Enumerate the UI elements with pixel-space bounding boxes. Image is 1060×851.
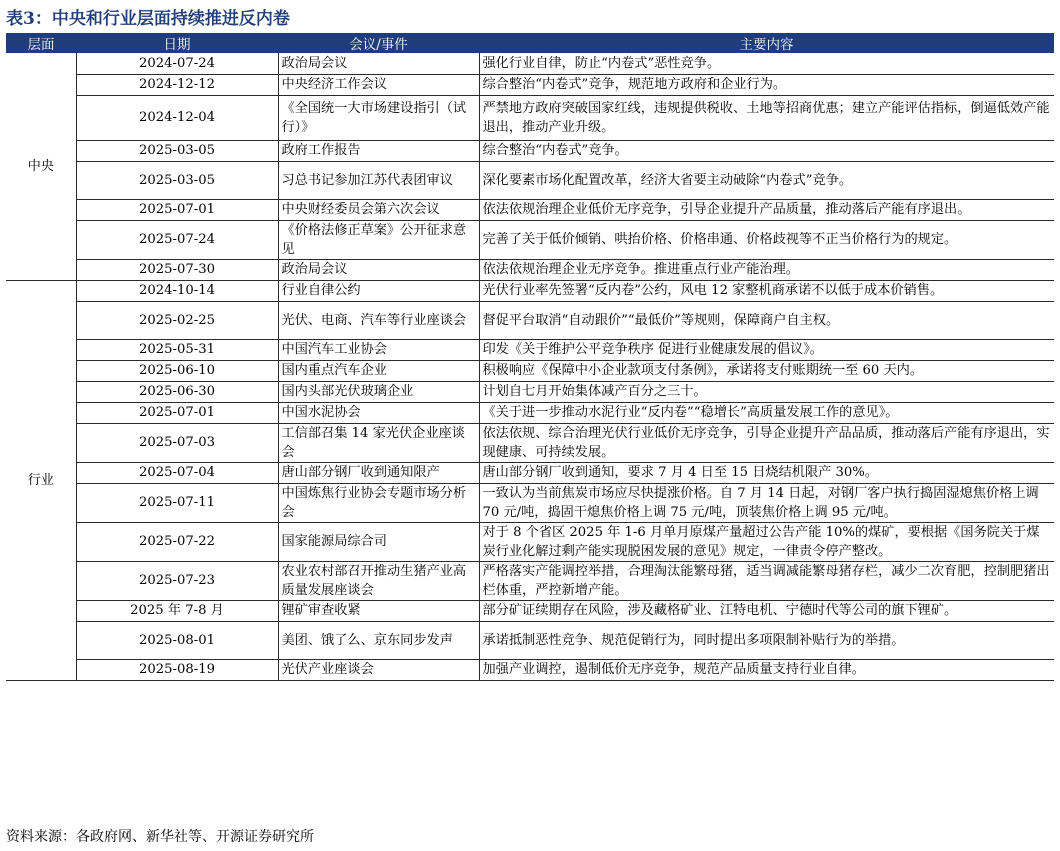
table-row <box>6 360 1054 381</box>
content-cell: 计划自七月开始集体减产百分之三十。 <box>479 381 1054 402</box>
table-row <box>6 95 1054 140</box>
table-title: 表3：中央和行业层面持续推进反内卷 <box>6 9 290 29</box>
table-row <box>6 74 1054 95</box>
event-cell: 《全国统一大市场建设指引（试行）》 <box>278 95 479 140</box>
source-note: 资料来源：各政府网、新华社等、开源证券研究所 <box>6 829 314 845</box>
content-cell: 强化行业自律，防止“内卷式”恶性竞争。 <box>479 53 1054 74</box>
table-row <box>6 339 1054 360</box>
content-cell: 印发《关于维护公平竞争秩序 促进行业健康发展的倡议》。 <box>479 339 1054 360</box>
event-cell: 政治局会议 <box>278 53 479 74</box>
date-cell: 2025-07-04 <box>76 462 278 483</box>
date-cell: 2025-07-30 <box>76 259 278 280</box>
date-cell: 2025 年 7-8 月 <box>76 600 278 621</box>
content-cell: 一致认为当前焦炭市场应尽快提涨价格。自 7 月 14 日起，对钢厂客户执行捣固湿熄焦价格上调 70 元/吨，捣固干熄焦价格上调 75 元/吨，顶装焦价格上调 95 元/吨。 <box>479 483 1054 522</box>
date-cell: 2025-07-23 <box>76 561 278 600</box>
event-cell: 美团、饿了么、京东同步发声 <box>278 621 479 659</box>
event-cell: 国内头部光伏玻璃企业 <box>278 381 479 402</box>
event-cell: 光伏产业座谈会 <box>278 659 479 680</box>
table-row <box>6 161 1054 199</box>
table-row <box>6 621 1054 659</box>
date-cell: 2025-07-24 <box>76 220 278 259</box>
date-cell: 2025-07-22 <box>76 522 278 561</box>
table-header-row <box>6 33 1054 53</box>
table-row <box>6 659 1054 680</box>
content-cell: 对于 8 个省区 2025 年 1-6 月单月原煤产量超过公告产能 10%的煤矿，要根据《国务院关于煤炭行业化解过剩产能实现脱困发展的意见》规定，一律责令停产整改。 <box>479 522 1054 561</box>
policy-table <box>6 33 1054 681</box>
table-row <box>6 280 1054 301</box>
content-cell: 依法依规治理企业无序竞争。推进重点行业产能治理。 <box>479 259 1054 280</box>
header-content: 主要内容 <box>479 33 1054 53</box>
content-cell: 部分矿证续期存在风险，涉及藏格矿业、江特电机、宁德时代等公司的旗下锂矿。 <box>479 600 1054 621</box>
content-cell: 深化要素市场化配置改革，经济大省要主动破除“内卷式”竞争。 <box>479 161 1054 199</box>
content-cell: 积极响应《保障中小企业款项支付条例》，承诺将支付账期统一至 60 天内。 <box>479 360 1054 381</box>
content-cell: 光伏行业率先签署“反内卷”公约，风电 12 家整机商承诺不以低于成本价销售。 <box>479 280 1054 301</box>
date-cell: 2025-06-10 <box>76 360 278 381</box>
event-cell: 政府工作报告 <box>278 140 479 161</box>
event-cell: 行业自律公约 <box>278 280 479 301</box>
date-cell: 2025-03-05 <box>76 140 278 161</box>
table-row <box>6 483 1054 522</box>
event-cell: 农业农村部召开推动生猪产业高质量发展座谈会 <box>278 561 479 600</box>
date-cell: 2025-06-30 <box>76 381 278 402</box>
event-cell: 中央经济工作会议 <box>278 74 479 95</box>
table-row <box>6 301 1054 339</box>
event-cell: 国家能源局综合司 <box>278 522 479 561</box>
header-level: 层面 <box>6 33 76 53</box>
event-cell: 《价格法修正草案》公开征求意见 <box>278 220 479 259</box>
event-cell: 工信部召集 14 家光伏企业座谈会 <box>278 423 479 462</box>
content-cell: 承诺抵制恶性竞争、规范促销行为，同时提出多项限制补贴行为的举措。 <box>479 621 1054 659</box>
date-cell: 2025-03-05 <box>76 161 278 199</box>
header-date: 日期 <box>76 33 278 53</box>
level-cell: 中央 <box>6 53 76 280</box>
content-cell: 综合整治“内卷式”竞争，规范地方政府和企业行为。 <box>479 74 1054 95</box>
event-cell: 习总书记参加江苏代表团审议 <box>278 161 479 199</box>
event-cell: 政治局会议 <box>278 259 479 280</box>
date-cell: 2025-08-01 <box>76 621 278 659</box>
table-row <box>6 402 1054 423</box>
date-cell: 2025-07-01 <box>76 199 278 220</box>
content-cell: 严格落实产能调控举措，合理淘汰能繁母猪，适当调减能繁母猪存栏，减少二次育肥，控制肥猪出栏体重，严控新增产能。 <box>479 561 1054 600</box>
table-body <box>6 53 1054 680</box>
event-cell: 中国水泥协会 <box>278 402 479 423</box>
event-cell: 国内重点汽车企业 <box>278 360 479 381</box>
content-cell: 依法依规治理企业低价无序竞争，引导企业提升产品质量，推动落后产能有序退出。 <box>479 199 1054 220</box>
table-row <box>6 423 1054 462</box>
event-cell: 中国炼焦行业协会专题市场分析会 <box>278 483 479 522</box>
date-cell: 2024-12-12 <box>76 74 278 95</box>
date-cell: 2025-07-03 <box>76 423 278 462</box>
event-cell: 中央财经委员会第六次会议 <box>278 199 479 220</box>
content-cell: 依法依规、综合治理光伏行业低价无序竞争，引导企业提升产品品质，推动落后产能有序退出，实现健康、可持续发展。 <box>479 423 1054 462</box>
header-event: 会议/事件 <box>278 33 479 53</box>
content-cell: 督促平台取消“自动跟价”“最低价”等规则，保障商户自主权。 <box>479 301 1054 339</box>
date-cell: 2025-07-01 <box>76 402 278 423</box>
date-cell: 2025-05-31 <box>76 339 278 360</box>
event-cell: 光伏、电商、汽车等行业座谈会 <box>278 301 479 339</box>
level-cell: 行业 <box>6 280 76 680</box>
date-cell: 2025-02-25 <box>76 301 278 339</box>
date-cell: 2024-12-04 <box>76 95 278 140</box>
content-cell: 《关于进一步推动水泥行业“反内卷”“稳增长”高质量发展工作的意见》。 <box>479 402 1054 423</box>
date-cell: 2024-07-24 <box>76 53 278 74</box>
content-cell: 加强产业调控，遏制低价无序竞争，规范产品质量支持行业自律。 <box>479 659 1054 680</box>
content-cell: 严禁地方政府突破国家红线，违规提供税收、土地等招商优惠；建立产能评估指标，倒逼低效产能退出，推动产业升级。 <box>479 95 1054 140</box>
content-cell: 唐山部分钢厂收到通知，要求 7 月 4 日至 15 日烧结机限产 30%。 <box>479 462 1054 483</box>
table-row <box>6 561 1054 600</box>
table-row <box>6 462 1054 483</box>
content-cell: 完善了关于低价倾销、哄抬价格、价格串通、价格歧视等不正当价格行为的规定。 <box>479 220 1054 259</box>
table-row <box>6 381 1054 402</box>
date-cell: 2025-08-19 <box>76 659 278 680</box>
table-row <box>6 140 1054 161</box>
event-cell: 锂矿审查收紧 <box>278 600 479 621</box>
table-row <box>6 220 1054 259</box>
table-row <box>6 522 1054 561</box>
date-cell: 2024-10-14 <box>76 280 278 301</box>
content-cell: 综合整治“内卷式”竞争。 <box>479 140 1054 161</box>
table-row <box>6 600 1054 621</box>
table-row <box>6 259 1054 280</box>
date-cell: 2025-07-11 <box>76 483 278 522</box>
event-cell: 唐山部分钢厂收到通知限产 <box>278 462 479 483</box>
event-cell: 中国汽车工业协会 <box>278 339 479 360</box>
table-row <box>6 199 1054 220</box>
table-row <box>6 53 1054 74</box>
